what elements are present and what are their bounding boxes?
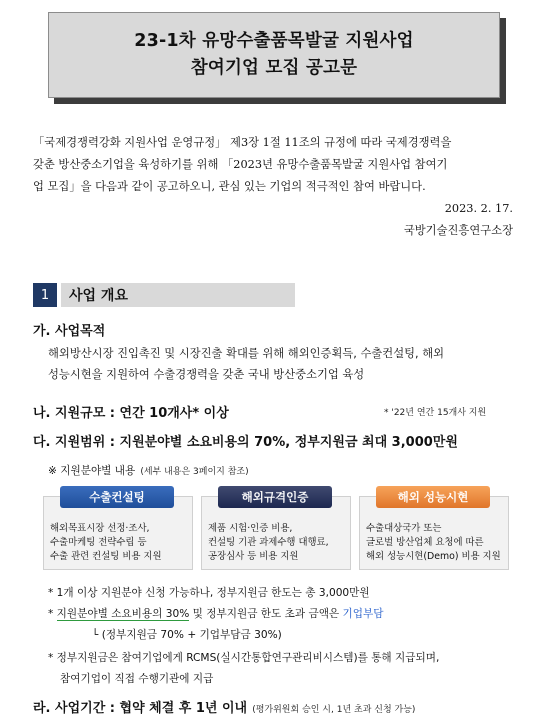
card-text [366,522,506,564]
bullet-1: * 1개 이상 지원분야 신청 가능하나, 정부지원금 한도는 총 3,000만원 [48,587,370,599]
card-title: 해외 성능시현 [376,486,490,508]
bullet-2-star: * [48,608,54,620]
bullet-2-underlined: 지원분야별 소요비용의 30% [56,608,190,620]
card-title: 수출컨설팅 [60,486,174,508]
bullet-2-sub: └ (정부지원금 70% + 기업부담금 30%) [92,629,282,641]
card-overseas-demo [359,490,509,570]
card-line: 제품 시험·인증 비용, [208,523,293,534]
announcement-date: 2023. 2. 17. [444,202,513,215]
card-line: 해외 성능시현(Demo) 비용 지원 [366,551,501,562]
scope-reference-note: (세부 내용은 3페이지 참조) [140,467,249,477]
purpose-line-1: 해외방산시장 진입촉진 및 시장진출 확대를 위해 해외인증획득, 수출컨설팅, 해외 [48,347,445,360]
issuer: 국방기술진흥연구소장 [403,224,513,237]
card-line: 컨설팅 기관 과제수행 대행료, [208,537,329,548]
card-text [50,522,190,564]
scale-note: * '22년 연간 15개사 지원 [384,408,487,418]
card-line: 수출마케팅 전략수립 등 [50,537,147,548]
intro-line-3: 업 모집」을 다음과 같이 공고하오니, 관심 있는 기업의 적극적인 참여 바랍니다. [33,180,426,193]
card-title: 해외규격인증 [218,486,332,508]
purpose-line-2: 성능시현을 지원하여 수출경쟁력을 갖춘 국내 방산중소기업 육성 [48,368,365,381]
intro-line-1: 「국제경쟁력강화 지원사업 운영규정」 제3장 1절 11조의 규정에 따라 국제경쟁력을 [33,136,452,149]
bullet-3-line-1: * 정부지원금은 참여기업에게 RCMS(실시간통합연구관리비시스템)를 통해 지급되며, [48,652,440,664]
card-line: 글로벌 방산업체 요청에 따른 [366,537,484,548]
title-line-1: 23-1차 유망수출품목발굴 지원사업 [134,31,414,51]
title-line-2: 참여기업 모집 공고문 [190,58,358,78]
support-area-cards [43,486,509,570]
bullet-2 [48,604,383,624]
card-line: 수출 관련 컨설팅 비용 지원 [50,551,162,562]
card-line: 해외목표시장 선정·조사, [50,523,150,534]
section-number: 1 [33,283,57,307]
card-text [208,522,348,564]
period-note: (평가위원회 승인 시, 1년 초과 신청 가능) [252,705,416,715]
scale-heading: 나. 지원규모 : 연간 10개사* 이상 [33,406,229,421]
bullet-3-line-2: 참여기업이 직접 수행기관에 지급 [60,673,214,685]
intro-paragraph [33,132,513,242]
card-line: 수출대상국가 또는 [366,523,442,534]
title-box [48,12,500,98]
scope-heading: 다. 지원범위 : 지원분야별 소요비용의 70%, 정부지원금 최대 3,000만원 [33,435,458,450]
purpose-heading: 가. 사업목적 [33,324,106,339]
scope-reference [48,459,249,478]
period-line [33,697,415,716]
bullet-2-highlight: 기업부담 [342,608,384,620]
section-title: 사업 개요 [61,283,295,307]
intro-line-2: 갖춘 방산중소기업을 육성하기를 위해 「2023년 유망수출품목발굴 지원사업 참여기 [33,158,448,171]
card-overseas-certification [201,490,351,570]
bullet-2-middle: 및 정부지원금 한도 초과 금액은 [189,608,343,620]
card-export-consulting [43,490,193,570]
card-line: 공장심사 등 비용 지원 [208,551,299,562]
scope-reference-main: ※ 지원분야별 내용 [48,465,136,477]
period-heading: 라. 사업기간 : 협약 체결 후 1년 이내 [33,701,248,716]
section-1-header [33,283,295,307]
